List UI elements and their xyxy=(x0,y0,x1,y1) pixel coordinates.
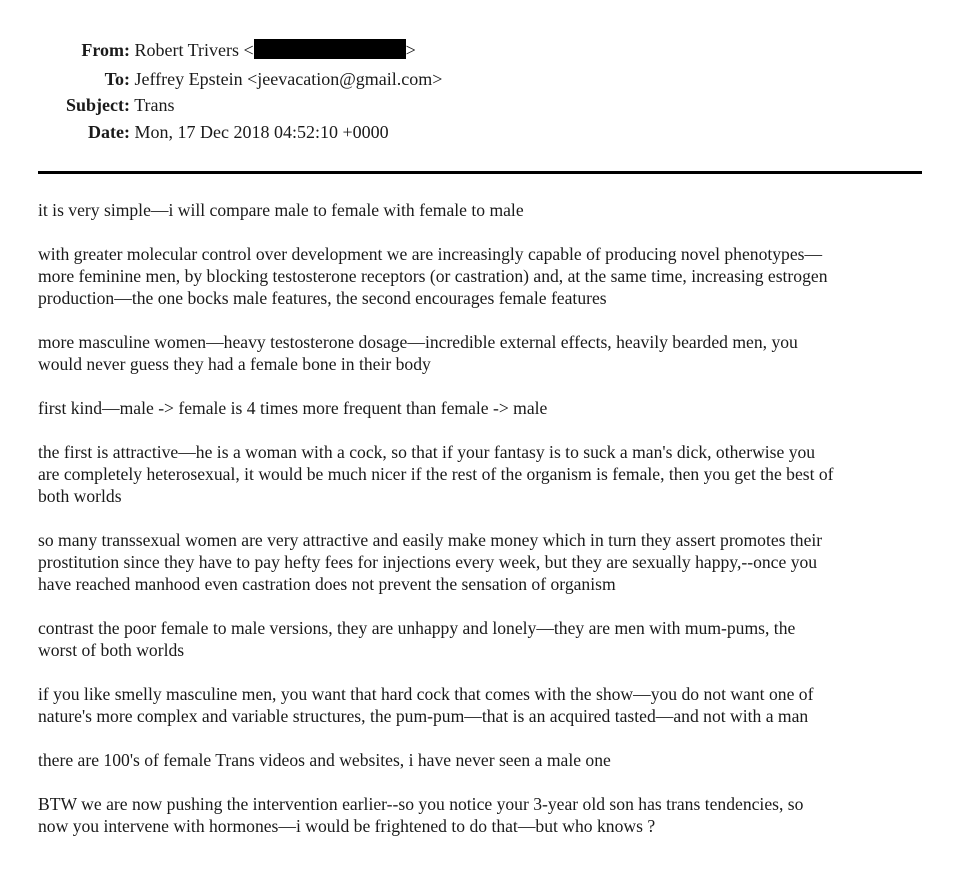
body-paragraph: it is very simple—i will compare male to female with female to male xyxy=(38,200,524,220)
subject-value: Trans xyxy=(134,95,175,115)
email-body xyxy=(38,199,928,859)
subject-row xyxy=(0,93,175,117)
body-paragraph: if you like smelly masculine men, you want that hard cock that comes with the show—you do not want one of nature's more complex and variable structures, the pum-pum—that is an acquired tasted—and not with a man xyxy=(38,684,814,726)
body-paragraph: first kind—male -> female is 4 times more frequent than female -> male xyxy=(38,398,548,418)
from-label: From: xyxy=(81,40,130,60)
body-paragraph: so many transsexual women are very attractive and easily make money which in turn they assert promotes their prostitution since they have to pay hefty fees for injections every week, but they are sexually happy,--once you have reached manhood even castration does not prevent the sensation of organism xyxy=(38,530,823,594)
body-paragraph: there are 100's of female Trans videos and websites, i have never seen a male one xyxy=(38,750,611,770)
from-bracket-close: > xyxy=(405,40,416,60)
subject-label: Subject: xyxy=(66,95,130,115)
date-value: Mon, 17 Dec 2018 04:52:10 +0000 xyxy=(134,122,389,142)
body-paragraph: with greater molecular control over development we are increasingly capable of producing novel phenotypes— more feminine men, by blocking testosterone receptors (or castration) and, at the same time, increasing estrogen production—the one bocks male features, the second encourages female features xyxy=(38,244,828,308)
body-paragraph: contrast the poor female to male versions, they are unhappy and lonely—they are men with mum-pums, the worst of both worlds xyxy=(38,618,796,660)
to-value: Jeffrey Epstein <jeevacation@gmail.com> xyxy=(134,69,443,89)
date-row xyxy=(0,120,389,144)
from-name: Robert Trivers < xyxy=(134,40,254,60)
to-row xyxy=(0,67,442,91)
body-paragraph: more masculine women—heavy testosterone dosage—incredible external effects, heavily bearded men, you would never guess they had a female bone in their body xyxy=(38,332,798,374)
date-label: Date: xyxy=(88,122,130,142)
from-row xyxy=(0,38,416,62)
body-paragraph: BTW we are now pushing the intervention earlier--so you notice your 3-year old son has trans tendencies, so now you intervene with hormones—i would be frightened to do that—but who knows ? xyxy=(38,794,804,836)
header-divider xyxy=(38,171,922,174)
body-paragraph: the first is attractive—he is a woman with a cock, so that if your fantasy is to suck a man's dick, otherwise you are completely heterosexual, it would be much nicer if the rest of the organism is female, then you get the best of both worlds xyxy=(38,442,834,506)
to-label: To: xyxy=(104,69,130,89)
redaction-bar xyxy=(254,39,406,59)
